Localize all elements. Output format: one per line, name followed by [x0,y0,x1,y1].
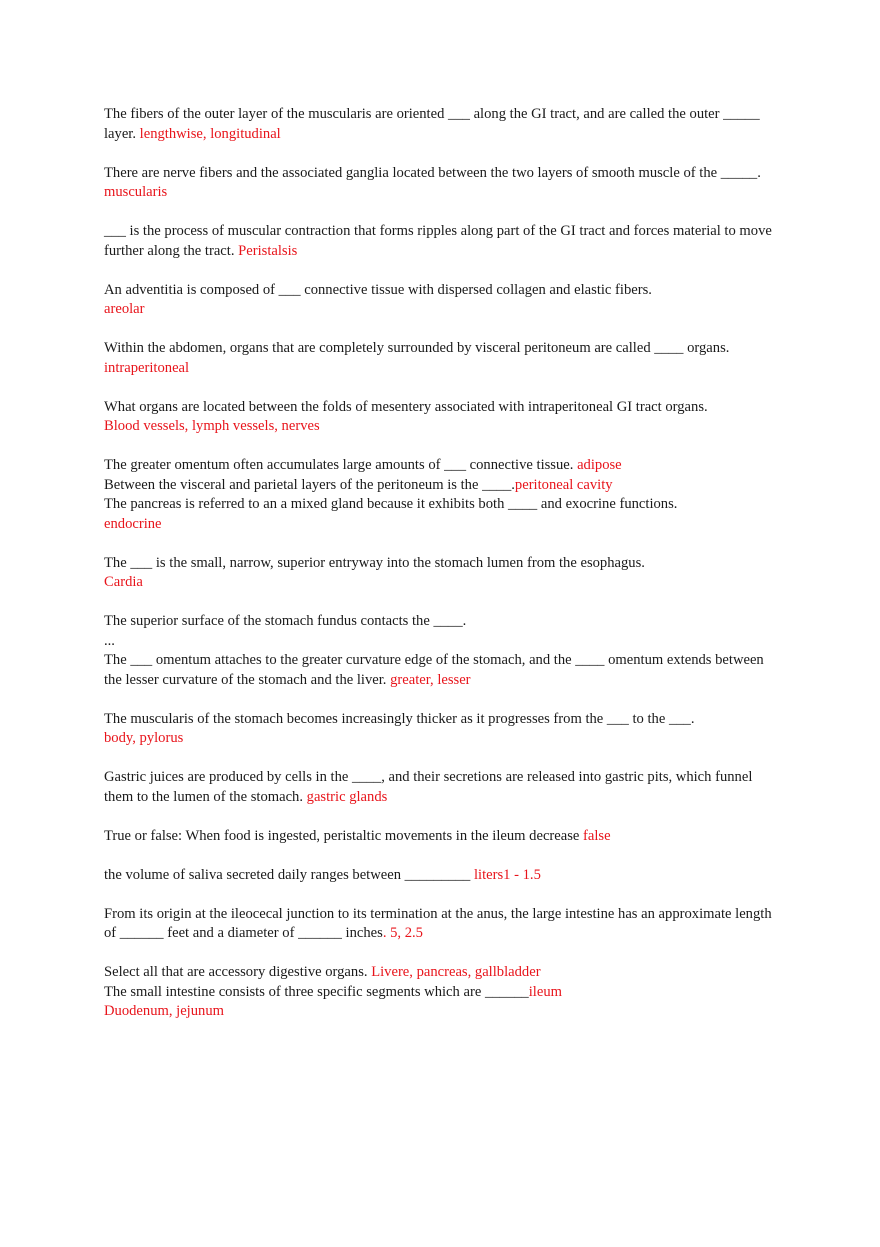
question-text: From its origin at the ileocecal junction to its termination at the anus, the large intestine has an approximate length of ______ feet and a diameter of ______ inches [104,905,772,941]
answer-text: ileum [528,983,562,1000]
qa-item-13 [104,710,772,749]
qa-item-11 [104,612,772,651]
question-text: ___ is the process of muscular contraction that forms ripples along part of the GI tract and forces material to move further along the tract. [104,223,772,259]
answer-text: muscularis [104,184,168,200]
answer-text: Cardia [104,574,143,590]
question-text: the volume of saliva secreted daily ranges between _________ [104,866,474,883]
question-text: The muscularis of the stomach becomes increasingly thicker as it progresses from the ___ to the ___. [104,710,695,727]
answer-text: liters1 - 1.5 [474,866,541,883]
qa-item-3 [104,222,772,261]
qa-item-8 [104,476,772,496]
question-text: The fibers of the outer layer of the muscularis are oriented ___ along the GI tract, and are called the outer _____ layer. [104,106,760,142]
qa-item-6 [104,398,772,437]
answer-text: lengthwise, longitudinal [136,125,281,142]
question-text: What organs are located between the folds of mesentery associated with intraperitoneal GI tract organs. [104,398,708,415]
answer-text: Duodenum, jejunum [104,1003,224,1019]
question-text: The pancreas is referred to an a mixed gland because it exhibits both ____ and exocrine functions. [104,496,678,512]
qa-item-4 [104,281,772,320]
question-text: Within the abdomen, organs that are completely surrounded by visceral peritoneum are called ____ organs. [104,340,730,356]
question-text: Gastric juices are produced by cells in the ____, and their secretions are released into gastric pits, which funnel them to the lumen of the stomach. [104,769,753,805]
answer-text: peritoneal cavity [514,476,613,493]
answer-text: false [579,827,611,844]
question-text: The superior surface of the stomach fundus contacts the ____. [104,613,467,629]
document-page [104,105,772,1022]
qa-item-5 [104,339,772,378]
question-text: An adventitia is composed of ___ connective tissue with dispersed collagen and elastic fibers. [104,281,652,298]
answer-text: Blood vessels, lymph vessels, nerves [104,418,320,434]
question-text: Select all that are accessory digestive organs. [104,964,368,980]
answer-text: intraperitoneal [104,359,190,376]
question-text: There are nerve fibers and the associated ganglia located between the two layers of smooth muscle of the _____. [104,164,761,181]
qa-item-18 [104,963,772,983]
question-text: The ___ omentum attaches to the greater curvature edge of the stomach, and the ____ omentum extends between the lesser curvature of the stomach and the liver. [104,652,764,688]
qa-item-17 [104,905,772,944]
qa-item-19 [104,983,772,1022]
question-text: The small intestine consists of three specific segments which are ______ [104,983,529,1000]
answer-text: endocrine [104,515,162,532]
qa-item-1 [104,105,772,144]
qa-item-12 [104,651,772,690]
qa-item-7 [104,456,772,476]
question-text: The greater omentum often accumulates large amounts of ___ connective tissue. [104,457,574,473]
answer-text: greater, lesser [386,671,471,688]
answer-text: areolar [104,301,145,317]
qa-item-14 [104,768,772,807]
qa-item-9 [104,495,772,534]
answer-text: body, pylorus [104,730,184,746]
answer-text: gastric glands [303,788,388,805]
question-text: Between the visceral and parietal layers of the peritoneum is the ____. [104,476,515,493]
qa-item-2 [104,164,772,203]
qa-item-16 [104,866,772,886]
answer-text: . 5, 2.5 [382,925,423,941]
qa-item-10 [104,554,772,593]
question-text: The ___ is the small, narrow, superior entryway into the stomach lumen from the esophagus. [104,554,645,571]
answer-text: adipose [573,457,622,473]
ellipsis-text: ... [104,632,115,649]
answer-text: Livere, pancreas, gallbladder [367,964,541,980]
qa-item-15 [104,827,772,847]
answer-text: Peristalsis [234,242,298,259]
question-text: True or false: When food is ingested, peristaltic movements in the ileum decrease [104,827,580,844]
